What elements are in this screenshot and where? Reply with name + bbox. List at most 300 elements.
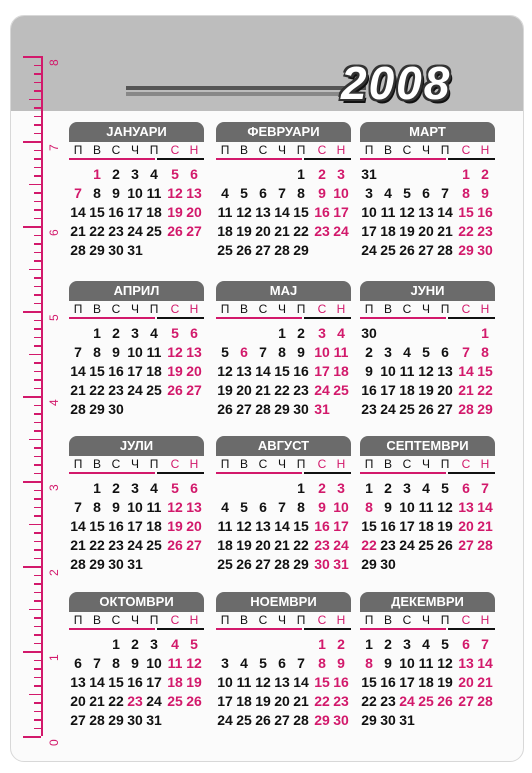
day-cell: 22 (274, 382, 290, 398)
ruler-label: 2 (47, 569, 61, 576)
weekday-label: Ч (422, 457, 430, 471)
ruler-tick (34, 702, 41, 704)
weekday-label: С (258, 613, 268, 627)
day-cell: 11 (146, 344, 162, 360)
weekday-row (69, 457, 204, 472)
day-cell: 22 (108, 693, 124, 709)
day-cell: 4 (221, 499, 229, 515)
weekend-underline (304, 472, 351, 474)
day-cell: 16 (314, 204, 330, 220)
weekend-underline (304, 628, 351, 630)
day-cell: 11 (418, 499, 434, 515)
day-cell: 21 (477, 674, 493, 690)
day-cell: 17 (127, 518, 143, 534)
day-cell: 19 (437, 518, 453, 534)
weekday-underline (360, 628, 446, 630)
ruler-tick (34, 677, 41, 679)
day-cell: 5 (240, 499, 248, 515)
weekday-row (360, 457, 495, 472)
day-cell: 27 (458, 537, 474, 553)
day-cell: 7 (297, 655, 305, 671)
weekend-underline (157, 158, 204, 160)
day-cell: 5 (221, 344, 229, 360)
day-cell: 27 (418, 242, 434, 258)
weekday-label: Ч (278, 613, 286, 627)
day-cell: 31 (333, 556, 349, 572)
weekday-label: Ч (278, 302, 286, 316)
day-cell: 27 (236, 401, 252, 417)
day-cell: 19 (255, 693, 271, 709)
day-cell: 9 (337, 655, 345, 671)
day-cell: 23 (108, 537, 124, 553)
day-cell: 11 (333, 344, 349, 360)
day-cell: 30 (293, 401, 309, 417)
month-block (360, 281, 495, 421)
day-cell: 14 (458, 363, 474, 379)
day-cell: 16 (127, 674, 143, 690)
day-cell: 20 (186, 518, 202, 534)
weekday-underline (360, 158, 446, 160)
day-cell: 12 (255, 674, 271, 690)
day-cell: 16 (380, 518, 396, 534)
day-cell: 8 (365, 655, 373, 671)
day-cell: 7 (278, 185, 286, 201)
ruler-label: 3 (47, 484, 61, 491)
day-cell: 21 (437, 223, 453, 239)
day-cell: 7 (74, 344, 82, 360)
day-cell: 26 (437, 537, 453, 553)
day-cell: 31 (127, 556, 143, 572)
ruler-tick (29, 99, 41, 101)
ruler-tick (34, 464, 41, 466)
day-cell: 24 (333, 537, 349, 553)
month-title: ОКТОМВРИ (69, 592, 204, 612)
day-cell: 20 (186, 363, 202, 379)
month-title: МАЈ (216, 281, 351, 301)
ruler-tick (34, 473, 41, 475)
day-cell: 15 (477, 363, 493, 379)
day-cell: 29 (361, 712, 377, 728)
day-cell: 27 (437, 401, 453, 417)
day-cell: 11 (418, 655, 434, 671)
day-cell: 10 (127, 185, 143, 201)
ruler-tick (23, 566, 41, 568)
day-cell: 29 (89, 242, 105, 258)
day-cell: 31 (361, 166, 377, 182)
weekday-label: С (111, 457, 121, 471)
day-cell: 25 (418, 693, 434, 709)
ruler-tick (34, 634, 41, 636)
weekday-row (216, 457, 351, 472)
day-cell: 9 (131, 655, 139, 671)
ruler-tick (34, 719, 41, 721)
day-cell: 1 (365, 636, 373, 652)
weekday-label: П (296, 457, 306, 471)
day-cell: 7 (278, 499, 286, 515)
day-cell: 13 (437, 363, 453, 379)
day-cell: 2 (131, 636, 139, 652)
day-cell: 5 (171, 480, 179, 496)
ruler (19, 56, 61, 756)
day-cell: 5 (441, 636, 449, 652)
day-cell: 23 (127, 693, 143, 709)
weekday-label: П (73, 457, 83, 471)
weekday-label: С (258, 143, 268, 157)
day-cell: 6 (259, 499, 267, 515)
weekday-row (216, 302, 351, 317)
day-cell: 31 (399, 712, 415, 728)
month-block (360, 122, 495, 262)
month-block (216, 122, 351, 262)
day-cell: 17 (399, 674, 415, 690)
weekday-label: С (111, 143, 121, 157)
weekday-underline (216, 158, 302, 160)
day-cell: 9 (318, 499, 326, 515)
ruler-tick (34, 617, 41, 619)
day-cell: 17 (217, 693, 233, 709)
day-cell: 18 (333, 363, 349, 379)
day-cell: 2 (112, 166, 120, 182)
month-block (216, 281, 351, 421)
month-block (69, 122, 204, 262)
day-cell: 3 (403, 480, 411, 496)
day-cell: 20 (418, 223, 434, 239)
day-cell: 26 (186, 693, 202, 709)
day-cell: 23 (108, 382, 124, 398)
day-cell: 1 (297, 480, 305, 496)
day-cell: 8 (481, 344, 489, 360)
day-cell: 30 (477, 242, 493, 258)
day-cell: 1 (93, 166, 101, 182)
day-cell: 13 (458, 499, 474, 515)
ruler-tick (34, 549, 41, 551)
weekday-label: Н (189, 613, 199, 627)
weekday-row (69, 143, 204, 158)
day-cell: 4 (150, 480, 158, 496)
day-cell: 13 (186, 499, 202, 515)
ruler-tick (29, 524, 41, 526)
weekday-row (216, 613, 351, 628)
day-cell: 1 (462, 166, 470, 182)
day-cell: 22 (89, 537, 105, 553)
day-cell: 4 (422, 636, 430, 652)
weekday-label: С (317, 613, 327, 627)
day-cell: 1 (112, 636, 120, 652)
day-cell: 26 (437, 693, 453, 709)
day-cell: 24 (380, 401, 396, 417)
day-cell: 17 (380, 382, 396, 398)
day-cell: 19 (167, 518, 183, 534)
day-cell: 5 (422, 344, 430, 360)
day-cell: 16 (314, 518, 330, 534)
weekday-label: С (402, 613, 412, 627)
month-block (360, 436, 495, 576)
day-cell: 14 (274, 518, 290, 534)
day-cell: 16 (477, 204, 493, 220)
day-cell: 24 (314, 382, 330, 398)
day-cell: 7 (481, 480, 489, 496)
day-cell: 9 (297, 344, 305, 360)
day-cell: 3 (384, 344, 392, 360)
ruler-tick (34, 413, 41, 415)
month-block (216, 592, 351, 732)
ruler-tick (34, 422, 41, 424)
weekday-label: П (440, 143, 450, 157)
day-cell: 24 (127, 382, 143, 398)
day-cell: 10 (333, 185, 349, 201)
day-cell: 27 (255, 556, 271, 572)
day-cell: 17 (127, 363, 143, 379)
day-cell: 26 (418, 401, 434, 417)
day-cell: 10 (399, 499, 415, 515)
day-cell: 9 (384, 655, 392, 671)
ruler-tick (34, 235, 41, 237)
day-cell: 3 (318, 325, 326, 341)
day-cell: 6 (190, 166, 198, 182)
day-cell: 18 (418, 518, 434, 534)
day-cell: 11 (217, 204, 233, 220)
day-cell: 25 (236, 712, 252, 728)
ruler-tick (34, 175, 41, 177)
day-cell: 5 (259, 655, 267, 671)
day-cell: 28 (274, 556, 290, 572)
day-cell: 8 (112, 655, 120, 671)
ruler-tick (34, 192, 41, 194)
weekday-label: П (73, 302, 83, 316)
weekday-label: В (383, 613, 392, 627)
weekday-label: П (220, 302, 230, 316)
day-cell: 31 (127, 242, 143, 258)
ruler-tick (29, 269, 41, 271)
ruler-tick (34, 362, 41, 364)
day-cell: 14 (255, 363, 271, 379)
weekday-label: В (239, 613, 248, 627)
day-cell: 13 (458, 655, 474, 671)
day-cell: 11 (380, 204, 396, 220)
day-cell: 9 (112, 344, 120, 360)
ruler-tick (34, 167, 41, 169)
day-cell: 13 (186, 185, 202, 201)
day-cell: 28 (70, 401, 86, 417)
day-cell: 12 (217, 363, 233, 379)
day-cell: 6 (441, 344, 449, 360)
weekday-label: Н (480, 457, 490, 471)
weekday-label: Ч (131, 302, 139, 316)
weekday-underline (69, 628, 155, 630)
day-cell: 25 (418, 537, 434, 553)
day-cell: 22 (458, 223, 474, 239)
weekday-label: В (92, 302, 101, 316)
day-cell: 18 (146, 363, 162, 379)
day-cell: 2 (112, 480, 120, 496)
day-cell: 26 (236, 556, 252, 572)
weekday-label: С (461, 457, 471, 471)
day-cell: 29 (458, 242, 474, 258)
day-cell: 27 (70, 712, 86, 728)
calendar-card (10, 15, 524, 762)
day-cell: 15 (361, 518, 377, 534)
day-cell: 24 (399, 537, 415, 553)
day-cell: 30 (108, 556, 124, 572)
ruler-tick (34, 405, 41, 407)
day-cell: 8 (278, 344, 286, 360)
day-cell: 23 (293, 382, 309, 398)
ruler-tick (34, 558, 41, 560)
weekday-label: Ч (422, 302, 430, 316)
day-cell: 1 (318, 636, 326, 652)
weekday-label: П (440, 457, 450, 471)
weekday-label: С (402, 143, 412, 157)
day-cell: 18 (167, 674, 183, 690)
day-cell: 8 (318, 655, 326, 671)
day-cell: 4 (337, 325, 345, 341)
day-cell: 24 (333, 223, 349, 239)
day-cell: 10 (314, 344, 330, 360)
weekday-label: В (239, 457, 248, 471)
day-cell: 18 (217, 537, 233, 553)
ruler-tick (34, 728, 41, 730)
day-cell: 13 (236, 363, 252, 379)
day-cell: 13 (255, 204, 271, 220)
day-cell: 2 (337, 636, 345, 652)
day-cell: 22 (314, 693, 330, 709)
day-cell: 3 (131, 325, 139, 341)
weekday-label: Ч (422, 143, 430, 157)
day-cell: 29 (477, 401, 493, 417)
ruler-tick (34, 201, 41, 203)
day-cell: 4 (171, 636, 179, 652)
weekday-label: П (73, 613, 83, 627)
day-cell: 5 (190, 636, 198, 652)
day-cell: 29 (293, 242, 309, 258)
day-cell: 21 (70, 223, 86, 239)
day-cell: 18 (236, 693, 252, 709)
day-cell: 7 (93, 655, 101, 671)
day-cell: 18 (146, 204, 162, 220)
day-cell: 13 (255, 518, 271, 534)
day-cell: 12 (437, 499, 453, 515)
day-cell: 12 (186, 655, 202, 671)
day-cell: 21 (70, 382, 86, 398)
day-cell: 15 (89, 518, 105, 534)
day-cell: 15 (458, 204, 474, 220)
day-cell: 16 (108, 204, 124, 220)
ruler-tick (34, 515, 41, 517)
weekend-underline (448, 472, 495, 474)
weekday-label: П (364, 143, 374, 157)
day-cell: 15 (89, 363, 105, 379)
weekday-label: П (220, 613, 230, 627)
day-cell: 15 (89, 204, 105, 220)
day-cell: 1 (93, 480, 101, 496)
ruler-label: 4 (47, 399, 61, 406)
day-cell: 25 (333, 382, 349, 398)
weekday-label: С (461, 302, 471, 316)
day-cell: 19 (217, 382, 233, 398)
day-cell: 23 (361, 401, 377, 417)
day-cell: 6 (462, 480, 470, 496)
day-cell: 10 (399, 655, 415, 671)
weekend-underline (157, 628, 204, 630)
day-cell: 28 (458, 401, 474, 417)
day-cell: 27 (186, 382, 202, 398)
weekday-row (69, 302, 204, 317)
weekday-label: П (73, 143, 83, 157)
weekday-label: С (317, 457, 327, 471)
day-cell: 29 (314, 712, 330, 728)
day-cell: 19 (236, 537, 252, 553)
weekday-row (360, 302, 495, 317)
day-cell: 4 (150, 166, 158, 182)
weekday-underline (360, 317, 446, 319)
day-cell: 14 (477, 655, 493, 671)
weekday-label: С (170, 613, 180, 627)
day-cell: 24 (361, 242, 377, 258)
day-cell: 23 (380, 537, 396, 553)
day-cell: 29 (293, 556, 309, 572)
day-cell: 2 (384, 636, 392, 652)
weekday-label: В (239, 302, 248, 316)
weekday-label: В (92, 457, 101, 471)
day-cell: 3 (221, 655, 229, 671)
day-cell: 10 (127, 499, 143, 515)
weekday-label: С (461, 613, 471, 627)
ruler-tick (34, 345, 41, 347)
ruler-tick (29, 184, 41, 186)
day-cell: 30 (108, 401, 124, 417)
day-cell: 11 (217, 518, 233, 534)
day-cell: 28 (89, 712, 105, 728)
day-cell: 4 (422, 480, 430, 496)
month-title: СЕПТЕМВРИ (360, 436, 495, 456)
ruler-tick (23, 736, 41, 738)
day-cell: 21 (274, 537, 290, 553)
ruler-tick (34, 243, 41, 245)
ruler-tick (34, 158, 41, 160)
day-cell: 11 (399, 363, 415, 379)
ruler-tick (23, 226, 41, 228)
ruler-label: 0 (47, 739, 61, 746)
weekday-label: П (364, 302, 374, 316)
day-cell: 14 (89, 674, 105, 690)
weekday-label: П (149, 143, 159, 157)
day-cell: 26 (255, 712, 271, 728)
day-cell: 28 (477, 693, 493, 709)
weekday-label: С (461, 143, 471, 157)
ruler-tick (23, 141, 41, 143)
day-cell: 15 (314, 674, 330, 690)
ruler-tick (34, 277, 41, 279)
weekday-label: В (92, 143, 101, 157)
day-cell: 26 (217, 401, 233, 417)
day-cell: 10 (127, 344, 143, 360)
weekday-label: Н (336, 457, 346, 471)
day-cell: 13 (186, 344, 202, 360)
day-cell: 16 (108, 518, 124, 534)
day-cell: 7 (462, 344, 470, 360)
day-cell: 12 (167, 185, 183, 201)
weekday-label: С (402, 302, 412, 316)
day-cell: 13 (418, 204, 434, 220)
day-cell: 1 (365, 480, 373, 496)
day-cell: 31 (146, 712, 162, 728)
day-cell: 17 (314, 363, 330, 379)
weekday-label: П (149, 457, 159, 471)
month-title: НОЕМВРИ (216, 592, 351, 612)
day-cell: 25 (217, 242, 233, 258)
day-cell: 27 (186, 223, 202, 239)
weekday-underline (216, 628, 302, 630)
